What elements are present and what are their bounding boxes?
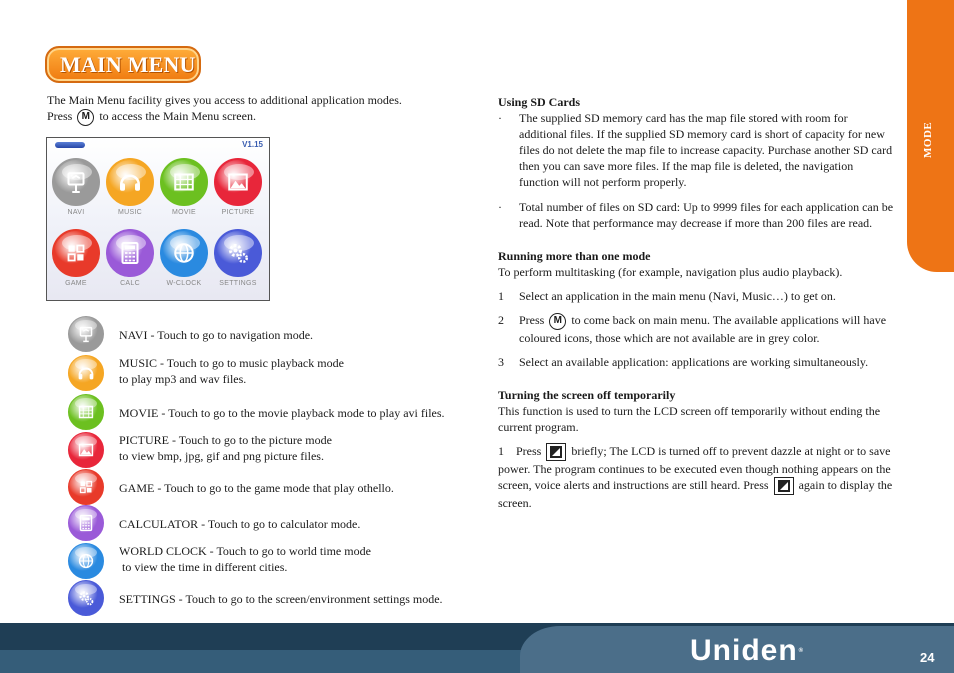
mode-description: SETTINGS - Touch to go to the screen/environment settings mode. xyxy=(119,592,443,606)
page-title-badge xyxy=(45,46,201,83)
page-number: 24 xyxy=(920,650,935,665)
list-item: 3 Select an available application: applications are working simultaneously. xyxy=(498,354,869,369)
app-tile-settings[interactable] xyxy=(213,229,263,287)
mode-description: to view the time in different cities. xyxy=(119,560,288,574)
list-item: 2 Press M to come back on main menu. The available applications will have coloured icons, those which are not available are in grey color. xyxy=(498,313,887,345)
mode-description: to play mp3 and wav files. xyxy=(119,372,247,386)
app-tile-music[interactable] xyxy=(105,158,155,216)
brand-logo: Uniden® xyxy=(690,634,805,667)
mode-list-item xyxy=(68,432,332,468)
picture-icon xyxy=(68,432,104,468)
mode-description: WORLD CLOCK - Touch to go to world time mode xyxy=(119,544,371,558)
intro-line: Press M to access the Main Menu screen. xyxy=(47,108,402,126)
sd-cards-heading: Using SD Cards xyxy=(498,95,581,109)
mode-list-item xyxy=(68,355,344,391)
navi-icon xyxy=(68,316,104,352)
gears-icon xyxy=(214,229,262,277)
app-tile-w-clock[interactable] xyxy=(159,229,209,287)
navi-icon xyxy=(52,158,100,206)
mode-description: CALCULATOR - Touch to go to calculator mode. xyxy=(119,517,361,531)
intro-text xyxy=(47,92,402,126)
picture-icon xyxy=(214,158,262,206)
app-label: W-CLOCK xyxy=(166,280,202,287)
mode-list-item xyxy=(68,505,361,541)
right-column xyxy=(498,94,896,511)
app-label: SETTINGS xyxy=(219,280,257,287)
game-icon xyxy=(68,469,104,505)
app-label: GAME xyxy=(65,280,87,287)
game-icon xyxy=(52,229,100,277)
mode-description: GAME - Touch to go to the game mode that play othello. xyxy=(119,481,394,495)
app-tile-calc[interactable] xyxy=(105,229,155,287)
mode-list-item xyxy=(68,580,443,616)
app-label: CALC xyxy=(120,280,140,287)
mode-list-item xyxy=(68,394,445,430)
main-menu-screen xyxy=(46,137,270,301)
screen-off-step: 1 Press briefly; The LCD is turned off to prevent dazzle at night or to save power. The program continues to be executed even though nothing appears on the screen, voice alerts and instructions are still heard. Press again to display the screen. xyxy=(498,443,893,511)
app-tile-picture[interactable] xyxy=(213,158,263,216)
status-bar xyxy=(55,142,85,148)
mode-list-item xyxy=(68,543,371,579)
globe-icon xyxy=(160,229,208,277)
page-title: MAIN MENU xyxy=(60,51,196,77)
multitask-intro: To perform multitasking (for example, navigation plus audio playback). xyxy=(498,265,843,279)
app-label: MUSIC xyxy=(117,209,143,216)
m-key-icon: M xyxy=(549,313,566,330)
multitask-heading: Running more than one mode xyxy=(498,249,651,263)
app-label: PICTURE xyxy=(221,209,255,216)
list-item: · The supplied SD memory card has the map file stored with room for additional files. If the supplied SD memory card is short of capacity for new files do not delete the map file to increase capacity. Purchase another SD card then you can save more files. If the map file is deleted, the navigation function will not perform properly. xyxy=(498,111,893,189)
screen-off-key-icon xyxy=(546,443,566,461)
list-item: 1 Select an application in the main menu (Navi, Music…) to get on. xyxy=(498,289,836,303)
screen-off-heading: Turning the screen off temporarily xyxy=(498,387,676,402)
section-tab-label: MODE xyxy=(922,121,934,158)
version-label: V1.15 xyxy=(242,140,263,149)
section-tab xyxy=(907,0,954,272)
list-item: · Total number of files on SD card: Up to 9999 files for each application can be read. Note that performance may decrease if more than 200 files are read. xyxy=(498,200,894,230)
mode-description: MOVIE - Touch to go to the movie playback mode to play avi files. xyxy=(119,406,445,420)
headphones-icon xyxy=(68,355,104,391)
screen-off-key-icon xyxy=(774,477,794,495)
mode-description: NAVI - Touch to go to navigation mode. xyxy=(119,328,314,342)
calculator-icon xyxy=(68,505,104,541)
app-tile-movie[interactable] xyxy=(159,158,209,216)
mode-description: PICTURE - Touch to go to the picture mode xyxy=(119,433,332,447)
screen-off-intro: This function is used to turn the LCD screen off temporarily without ending the current program. xyxy=(498,403,881,434)
app-tile-navi[interactable] xyxy=(51,158,101,216)
mode-description: to view bmp, jpg, gif and png picture files. xyxy=(119,449,324,463)
mode-list-item xyxy=(68,316,314,352)
film-icon xyxy=(160,158,208,206)
m-key-icon: M xyxy=(77,109,94,126)
film-icon xyxy=(68,394,104,430)
mode-list-item xyxy=(68,469,394,505)
gears-icon xyxy=(68,580,104,616)
calculator-icon xyxy=(106,229,154,277)
app-label: MOVIE xyxy=(171,209,197,216)
globe-icon xyxy=(68,543,104,579)
mode-description: MUSIC - Touch to go to music playback mode xyxy=(119,356,344,370)
headphones-icon xyxy=(106,158,154,206)
app-label: NAVI xyxy=(67,209,85,216)
app-tile-game[interactable] xyxy=(51,229,101,287)
intro-line: The Main Menu facility gives you access to additional application modes. xyxy=(47,93,402,107)
